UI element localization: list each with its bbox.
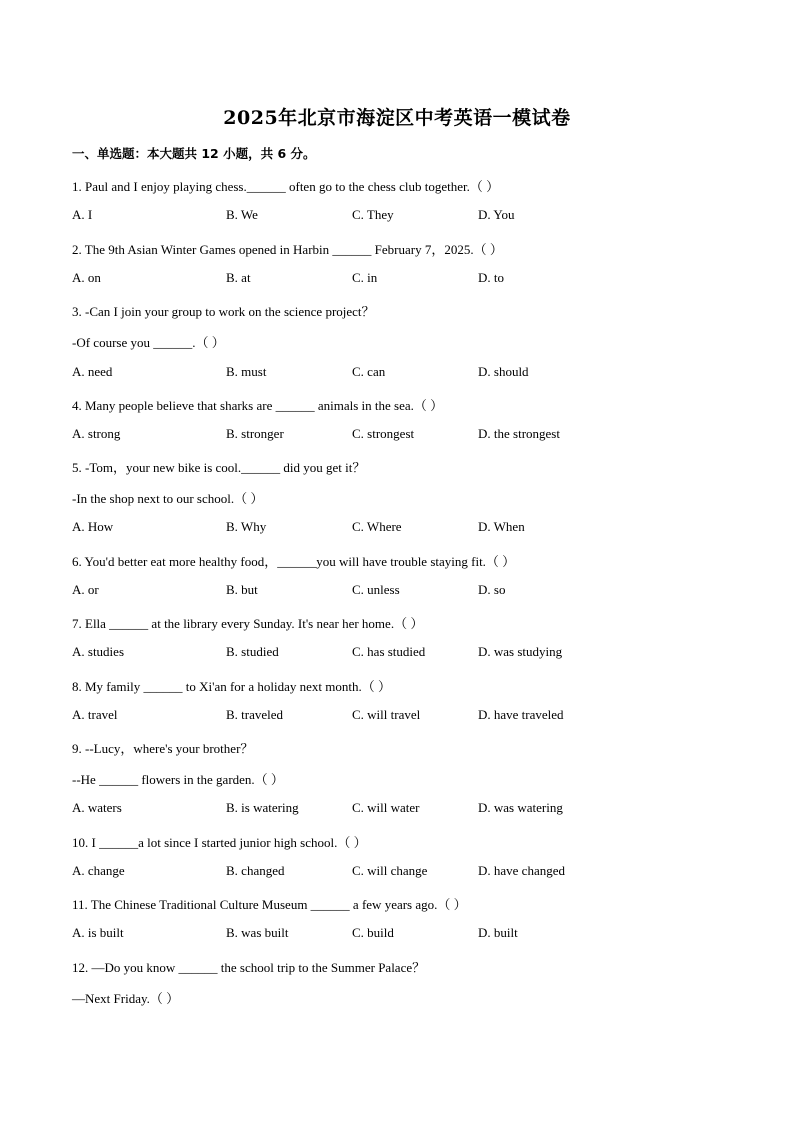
question-11-line-1: 11. The Chinese Traditional Culture Museum ______ a few years ago.（ ） bbox=[72, 897, 467, 912]
question-9-options bbox=[72, 800, 672, 818]
question-4-option-c: C. strongest bbox=[352, 426, 415, 441]
question-11-option-a: A. is built bbox=[72, 925, 124, 940]
question-11-option-d: D. built bbox=[478, 925, 518, 940]
question-5-line-2: -In the shop next to our school.（ ） bbox=[72, 491, 264, 506]
question-1-option-b: B. We bbox=[226, 207, 258, 222]
page-title: 2025年北京市海淀区中考英语一模试卷 bbox=[223, 107, 571, 129]
question-5-options bbox=[72, 519, 672, 537]
question-8-option-d: D. have traveled bbox=[478, 707, 564, 722]
question-5-option-b: B. Why bbox=[226, 519, 267, 534]
question-1-options bbox=[72, 207, 672, 225]
question-2-options bbox=[72, 270, 672, 288]
question-10-option-b: B. changed bbox=[226, 863, 285, 878]
question-7-line-1: 7. Ella ______ at the library every Sunday. It's near her home.（ ） bbox=[72, 616, 424, 631]
question-10-options bbox=[72, 863, 672, 881]
question-2-option-c: C. in bbox=[352, 270, 378, 285]
question-6-option-b: B. but bbox=[226, 582, 258, 597]
question-4-option-d: D. the strongest bbox=[478, 426, 560, 441]
question-3-line-1: 3. -Can I join your group to work on the science project？ bbox=[72, 304, 375, 319]
question-7-option-d: D. was studying bbox=[478, 644, 563, 659]
question-9-option-b: B. is watering bbox=[226, 800, 299, 815]
question-8-option-b: B. traveled bbox=[226, 707, 284, 722]
question-3-option-b: B. must bbox=[226, 364, 267, 379]
question-11-option-b: B. was built bbox=[226, 925, 289, 940]
question-3-line-2: -Of course you ______.（ ） bbox=[72, 335, 225, 350]
question-3-option-d: D. should bbox=[478, 364, 529, 379]
question-1-option-d: D. You bbox=[478, 207, 515, 222]
question-7-options bbox=[72, 644, 672, 662]
question-5-option-c: C. Where bbox=[352, 519, 402, 534]
question-5-option-d: D. When bbox=[478, 519, 525, 534]
question-10-option-a: A. change bbox=[72, 863, 125, 878]
question-6-options bbox=[72, 582, 672, 600]
question-2-option-d: D. to bbox=[478, 270, 504, 285]
question-11-options bbox=[72, 925, 672, 943]
question-3-options bbox=[72, 364, 672, 382]
question-11-option-c: C. build bbox=[352, 925, 394, 940]
section-heading: 一、单选题：本大题共 12 小题，共 6 分。 bbox=[72, 146, 316, 161]
question-9-line-2: --He ______ flowers in the garden.（ ） bbox=[72, 772, 284, 787]
question-8-option-a: A. travel bbox=[72, 707, 118, 722]
question-7-option-a: A. studies bbox=[72, 644, 124, 659]
question-5-option-a: A. How bbox=[72, 519, 114, 534]
question-9-option-c: C. will water bbox=[352, 800, 420, 815]
question-1-line-1: 1. Paul and I enjoy playing chess.______ often go to the chess club together.（ ） bbox=[72, 179, 500, 194]
question-8-line-1: 8. My family ______ to Xi'an for a holiday next month.（ ） bbox=[72, 679, 391, 694]
question-10-line-1: 10. I ______a lot since I started junior high school.（ ） bbox=[72, 835, 367, 850]
question-12-line-1: 12. —Do you know ______ the school trip to the Summer Palace？ bbox=[72, 960, 426, 975]
question-2-line-1: 2. The 9th Asian Winter Games opened in Harbin ______ February 7，2025.（ ） bbox=[72, 242, 503, 257]
question-8-option-c: C. will travel bbox=[352, 707, 421, 722]
question-9-option-a: A. waters bbox=[72, 800, 122, 815]
question-9-line-1: 9. --Lucy，where's your brother？ bbox=[72, 741, 254, 756]
question-6-line-1: 6. You'd better eat more healthy food，______you will have trouble staying fit.（ ） bbox=[72, 554, 516, 569]
question-2-option-b: B. at bbox=[226, 270, 251, 285]
question-6-option-d: D. so bbox=[478, 582, 506, 597]
question-4-option-b: B. stronger bbox=[226, 426, 284, 441]
question-9-option-d: D. was watering bbox=[478, 800, 563, 815]
question-4-line-1: 4. Many people believe that sharks are ______ animals in the sea.（ ） bbox=[72, 398, 444, 413]
question-4-option-a: A. strong bbox=[72, 426, 121, 441]
question-1-option-a: A. I bbox=[72, 207, 93, 222]
question-5-line-1: 5. -Tom，your new bike is cool.______ did you get it？ bbox=[72, 460, 366, 475]
question-12-line-2: —Next Friday.（ ） bbox=[72, 991, 180, 1006]
question-2-option-a: A. on bbox=[72, 270, 101, 285]
question-10-option-c: C. will change bbox=[352, 863, 428, 878]
question-7-option-b: B. studied bbox=[226, 644, 279, 659]
question-6-option-c: C. unless bbox=[352, 582, 400, 597]
question-1-option-c: C. They bbox=[352, 207, 394, 222]
question-7-option-c: C. has studied bbox=[352, 644, 426, 659]
question-3-option-c: C. can bbox=[352, 364, 386, 379]
question-6-option-a: A. or bbox=[72, 582, 99, 597]
question-10-option-d: D. have changed bbox=[478, 863, 565, 878]
question-3-option-a: A. need bbox=[72, 364, 113, 379]
question-8-options bbox=[72, 707, 672, 725]
question-4-options bbox=[72, 426, 672, 444]
